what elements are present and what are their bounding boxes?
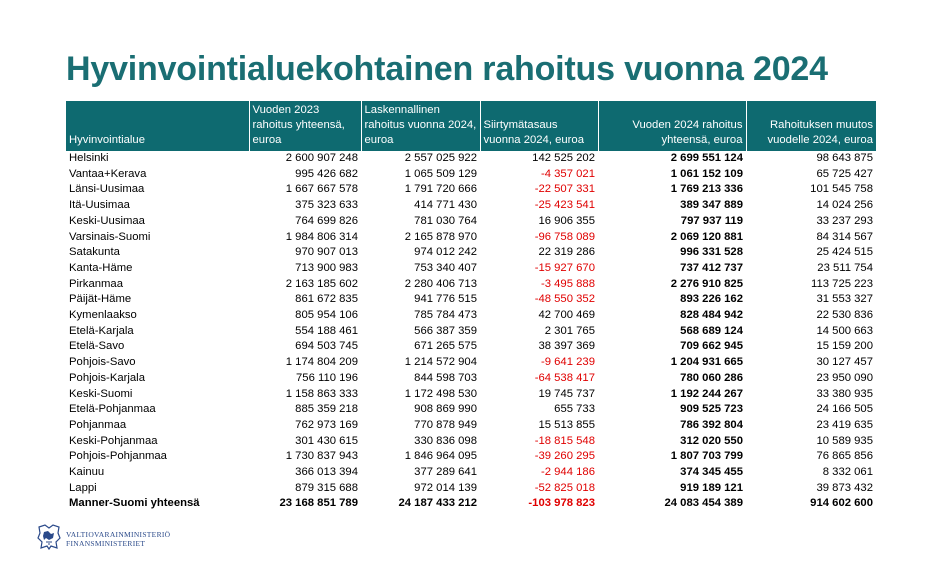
cell-siirtyma: 42 700 469 bbox=[538, 309, 595, 322]
table-header-row bbox=[66, 101, 876, 151]
cell-rah2023: 861 672 835 bbox=[295, 293, 358, 306]
cell-laskennallinen: 1 214 572 904 bbox=[404, 356, 477, 369]
cell-siirtyma: 15 513 855 bbox=[538, 418, 595, 431]
cell-muutos: 23 419 635 bbox=[816, 418, 873, 431]
cell-siirtyma: -18 815 548 bbox=[534, 434, 595, 447]
cell-siirtyma: 142 525 202 bbox=[532, 152, 595, 164]
table-row bbox=[66, 230, 876, 246]
cell-rah2024: 312 020 550 bbox=[680, 434, 743, 447]
cell-rah2024: 909 525 723 bbox=[680, 403, 743, 416]
cell-name: Helsinki bbox=[69, 152, 109, 164]
cell-muutos: 24 166 505 bbox=[816, 403, 873, 416]
cell-rah2023: 713 900 983 bbox=[295, 261, 358, 274]
cell-muutos: 30 127 457 bbox=[816, 356, 873, 369]
cell-muutos: 65 725 427 bbox=[816, 167, 873, 180]
cell-siirtyma: 2 301 765 bbox=[544, 324, 595, 337]
cell-muutos: 33 380 935 bbox=[816, 387, 873, 400]
cell-muutos: 84 314 567 bbox=[816, 230, 873, 243]
cell-laskennallinen: 330 836 098 bbox=[414, 434, 477, 447]
column-header-rah2024: Vuoden 2024 rahoitus yhteensä, euroa bbox=[598, 101, 746, 151]
table-row bbox=[66, 245, 876, 261]
cell-rah2023: 1 174 804 209 bbox=[285, 356, 358, 369]
cell-laskennallinen: 908 869 990 bbox=[414, 403, 477, 416]
cell-name: Kymenlaakso bbox=[69, 309, 137, 322]
cell-muutos: 14 500 663 bbox=[816, 324, 873, 337]
cell-name: Etelä-Pohjanmaa bbox=[69, 403, 156, 416]
ministry-logo-text bbox=[66, 530, 170, 548]
page-title: Hyvinvointialuekohtainen rahoitus vuonna 2024 bbox=[66, 50, 828, 88]
cell-muutos: 15 159 200 bbox=[816, 340, 873, 353]
cell-muutos: 10 589 935 bbox=[816, 434, 873, 447]
table-row bbox=[66, 198, 876, 214]
cell-laskennallinen: 2 165 878 970 bbox=[404, 230, 477, 243]
cell-siirtyma: -15 927 670 bbox=[534, 261, 595, 274]
cell-rah2024: 1 807 703 799 bbox=[670, 450, 743, 463]
table-row bbox=[66, 449, 876, 465]
cell-name: Kainuu bbox=[69, 466, 105, 479]
cell-siirtyma: 655 733 bbox=[554, 403, 595, 416]
cell-rah2023: 885 359 218 bbox=[295, 403, 358, 416]
cell-siirtyma: -2 944 186 bbox=[540, 466, 595, 479]
cell-siirtyma: -103 978 823 bbox=[528, 497, 595, 510]
cell-name: Lappi bbox=[69, 481, 97, 494]
cell-siirtyma: -3 495 888 bbox=[540, 277, 595, 290]
cell-name: Etelä-Karjala bbox=[69, 324, 134, 337]
funding-table bbox=[66, 101, 876, 512]
cell-laskennallinen: 785 784 473 bbox=[414, 309, 477, 322]
cell-siirtyma: 22 319 286 bbox=[538, 246, 595, 259]
cell-siirtyma: -22 507 331 bbox=[534, 183, 595, 196]
table-row bbox=[66, 339, 876, 355]
cell-rah2024: 2 276 910 825 bbox=[670, 277, 743, 290]
cell-name: Keski-Uusimaa bbox=[69, 214, 145, 227]
cell-rah2024: 2 699 551 124 bbox=[670, 152, 743, 164]
cell-laskennallinen: 1 065 509 129 bbox=[404, 167, 477, 180]
cell-rah2024: 709 662 945 bbox=[680, 340, 743, 353]
table-row bbox=[66, 434, 876, 450]
cell-muutos: 914 602 600 bbox=[810, 497, 873, 510]
cell-siirtyma: 16 906 355 bbox=[538, 214, 595, 227]
column-header-rah2023: Vuoden 2023 rahoitus yhteensä, euroa bbox=[249, 101, 361, 151]
ministry-name-fi: VALTIOVARAINMINISTERIÖ bbox=[66, 530, 171, 539]
cell-name: Pohjanmaa bbox=[69, 418, 127, 431]
cell-siirtyma: -25 423 541 bbox=[534, 199, 595, 212]
cell-rah2024: 24 083 454 389 bbox=[664, 497, 743, 510]
cell-laskennallinen: 2 280 406 713 bbox=[404, 277, 477, 290]
cell-name: Varsinais-Suomi bbox=[69, 230, 151, 243]
cell-rah2023: 554 188 461 bbox=[295, 324, 358, 337]
cell-name: Etelä-Savo bbox=[69, 340, 125, 353]
cell-name: Pohjois-Karjala bbox=[69, 371, 145, 384]
cell-rah2024: 828 484 942 bbox=[680, 309, 743, 322]
cell-rah2023: 805 954 106 bbox=[295, 309, 358, 322]
cell-laskennallinen: 414 771 430 bbox=[414, 199, 477, 212]
cell-siirtyma: -39 260 295 bbox=[534, 450, 595, 463]
cell-rah2023: 694 503 745 bbox=[295, 340, 358, 353]
column-header-laskennallinen: Laskennallinen rahoitus vuonna 2024, euroa bbox=[361, 101, 480, 151]
cell-laskennallinen: 2 557 025 922 bbox=[404, 152, 477, 164]
cell-name: Kanta-Häme bbox=[69, 261, 133, 274]
table-row bbox=[66, 355, 876, 371]
cell-rah2024: 893 226 162 bbox=[680, 293, 743, 306]
table-row bbox=[66, 387, 876, 403]
table-total-row bbox=[66, 496, 876, 512]
cell-name: Pohjois-Pohjanmaa bbox=[69, 450, 167, 463]
cell-muutos: 22 530 836 bbox=[816, 309, 873, 322]
cell-muutos: 39 873 432 bbox=[816, 481, 873, 494]
cell-rah2023: 2 600 907 248 bbox=[285, 152, 358, 164]
cell-rah2024: 780 060 286 bbox=[680, 371, 743, 384]
cell-name: Pirkanmaa bbox=[69, 277, 123, 290]
cell-muutos: 25 424 515 bbox=[816, 246, 873, 259]
cell-siirtyma: -52 825 018 bbox=[534, 481, 595, 494]
table-body bbox=[66, 151, 876, 512]
cell-rah2024: 797 937 119 bbox=[680, 214, 743, 227]
column-header-muutos: Rahoituksen muutos vuodelle 2024, euroa bbox=[746, 101, 876, 151]
cell-rah2024: 1 204 931 665 bbox=[670, 356, 743, 369]
table-row bbox=[66, 324, 876, 340]
column-header-name: Hyvinvointialue bbox=[66, 101, 249, 151]
cell-name: Itä-Uusimaa bbox=[69, 199, 130, 212]
cell-laskennallinen: 974 012 242 bbox=[414, 246, 477, 259]
cell-name: Vantaa+Kerava bbox=[69, 167, 147, 180]
table-row bbox=[66, 167, 876, 183]
cell-laskennallinen: 1 172 498 530 bbox=[404, 387, 477, 400]
cell-name: Pohjois-Savo bbox=[69, 356, 136, 369]
cell-rah2023: 879 315 688 bbox=[295, 481, 358, 494]
cell-rah2024: 374 345 455 bbox=[680, 466, 743, 479]
cell-muutos: 113 725 223 bbox=[811, 277, 873, 290]
cell-siirtyma: 19 745 737 bbox=[538, 387, 595, 400]
table-row bbox=[66, 182, 876, 198]
table-row bbox=[66, 261, 876, 277]
cell-rah2023: 2 163 185 602 bbox=[285, 277, 358, 290]
cell-muutos: 31 553 327 bbox=[816, 293, 873, 306]
table-row bbox=[66, 308, 876, 324]
cell-rah2023: 1 158 863 333 bbox=[285, 387, 358, 400]
cell-rah2024: 737 412 737 bbox=[680, 261, 743, 274]
cell-laskennallinen: 941 776 515 bbox=[414, 293, 477, 306]
cell-laskennallinen: 770 878 949 bbox=[414, 418, 477, 431]
cell-rah2023: 23 168 851 789 bbox=[279, 497, 358, 510]
cell-rah2024: 568 689 124 bbox=[680, 324, 743, 337]
cell-rah2023: 366 013 394 bbox=[295, 466, 358, 479]
column-header-siirtyma: Siirtymätasaus vuonna 2024, euroa bbox=[480, 101, 598, 151]
cell-rah2024: 2 069 120 881 bbox=[670, 230, 743, 243]
cell-rah2023: 970 907 013 bbox=[295, 246, 358, 259]
cell-rah2024: 389 347 889 bbox=[680, 199, 743, 212]
cell-name: Keski-Suomi bbox=[69, 387, 133, 400]
cell-laskennallinen: 671 265 575 bbox=[414, 340, 477, 353]
cell-muutos: 23 511 754 bbox=[817, 261, 873, 274]
table-row bbox=[66, 371, 876, 387]
table-row bbox=[66, 214, 876, 230]
cell-rah2023: 1 730 837 943 bbox=[285, 450, 358, 463]
cell-rah2023: 995 426 682 bbox=[295, 167, 358, 180]
cell-laskennallinen: 844 598 703 bbox=[414, 371, 477, 384]
cell-laskennallinen: 24 187 433 212 bbox=[398, 497, 477, 510]
cell-muutos: 76 865 856 bbox=[816, 450, 873, 463]
cell-siirtyma: -96 758 089 bbox=[534, 230, 595, 243]
cell-rah2023: 762 973 169 bbox=[295, 418, 358, 431]
cell-muutos: 14 024 256 bbox=[816, 199, 873, 212]
cell-rah2023: 1 984 806 314 bbox=[285, 230, 358, 243]
lion-crest-icon bbox=[36, 523, 62, 551]
cell-name: Länsi-Uusimaa bbox=[69, 183, 145, 196]
table-row bbox=[66, 151, 876, 167]
cell-siirtyma: -48 550 352 bbox=[534, 293, 595, 306]
cell-muutos: 33 237 293 bbox=[816, 214, 873, 227]
cell-rah2024: 996 331 528 bbox=[680, 246, 743, 259]
cell-siirtyma: -9 641 239 bbox=[540, 356, 595, 369]
cell-name: Satakunta bbox=[69, 246, 120, 259]
cell-siirtyma: 38 397 369 bbox=[538, 340, 595, 353]
table-row bbox=[66, 292, 876, 308]
cell-muutos: 101 545 758 bbox=[810, 183, 873, 196]
table-row bbox=[66, 402, 876, 418]
cell-siirtyma: -64 538 417 bbox=[534, 371, 595, 384]
cell-laskennallinen: 1 791 720 666 bbox=[404, 183, 477, 196]
cell-laskennallinen: 781 030 764 bbox=[414, 214, 477, 227]
cell-rah2024: 1 769 213 336 bbox=[670, 183, 743, 196]
cell-rah2023: 1 667 667 578 bbox=[285, 183, 358, 196]
cell-rah2024: 1 192 244 267 bbox=[670, 387, 743, 400]
cell-name: Keski-Pohjanmaa bbox=[69, 434, 158, 447]
cell-rah2023: 764 699 826 bbox=[295, 214, 358, 227]
cell-muutos: 8 332 061 bbox=[822, 466, 873, 479]
cell-laskennallinen: 753 340 407 bbox=[414, 261, 477, 274]
cell-name: Manner-Suomi yhteensä bbox=[69, 497, 200, 510]
cell-name: Päijät-Häme bbox=[69, 293, 132, 306]
cell-rah2024: 786 392 804 bbox=[680, 418, 743, 431]
cell-laskennallinen: 377 289 641 bbox=[414, 466, 477, 479]
cell-laskennallinen: 972 014 139 bbox=[414, 481, 477, 494]
table-row bbox=[66, 481, 876, 497]
table-row bbox=[66, 418, 876, 434]
ministry-name-sv: FINANSMINISTERIET bbox=[66, 539, 146, 548]
cell-rah2024: 1 061 152 109 bbox=[670, 167, 743, 180]
table-row bbox=[66, 277, 876, 293]
table-row bbox=[66, 465, 876, 481]
cell-rah2023: 756 110 196 bbox=[296, 371, 358, 384]
cell-siirtyma: -4 357 021 bbox=[540, 167, 595, 180]
cell-muutos: 23 950 090 bbox=[816, 371, 873, 384]
cell-rah2023: 301 430 615 bbox=[295, 434, 358, 447]
cell-laskennallinen: 566 387 359 bbox=[414, 324, 477, 337]
cell-muutos: 98 643 875 bbox=[816, 152, 873, 164]
cell-laskennallinen: 1 846 964 095 bbox=[404, 450, 477, 463]
cell-rah2023: 375 323 633 bbox=[295, 199, 358, 212]
cell-rah2024: 919 189 121 bbox=[680, 481, 743, 494]
